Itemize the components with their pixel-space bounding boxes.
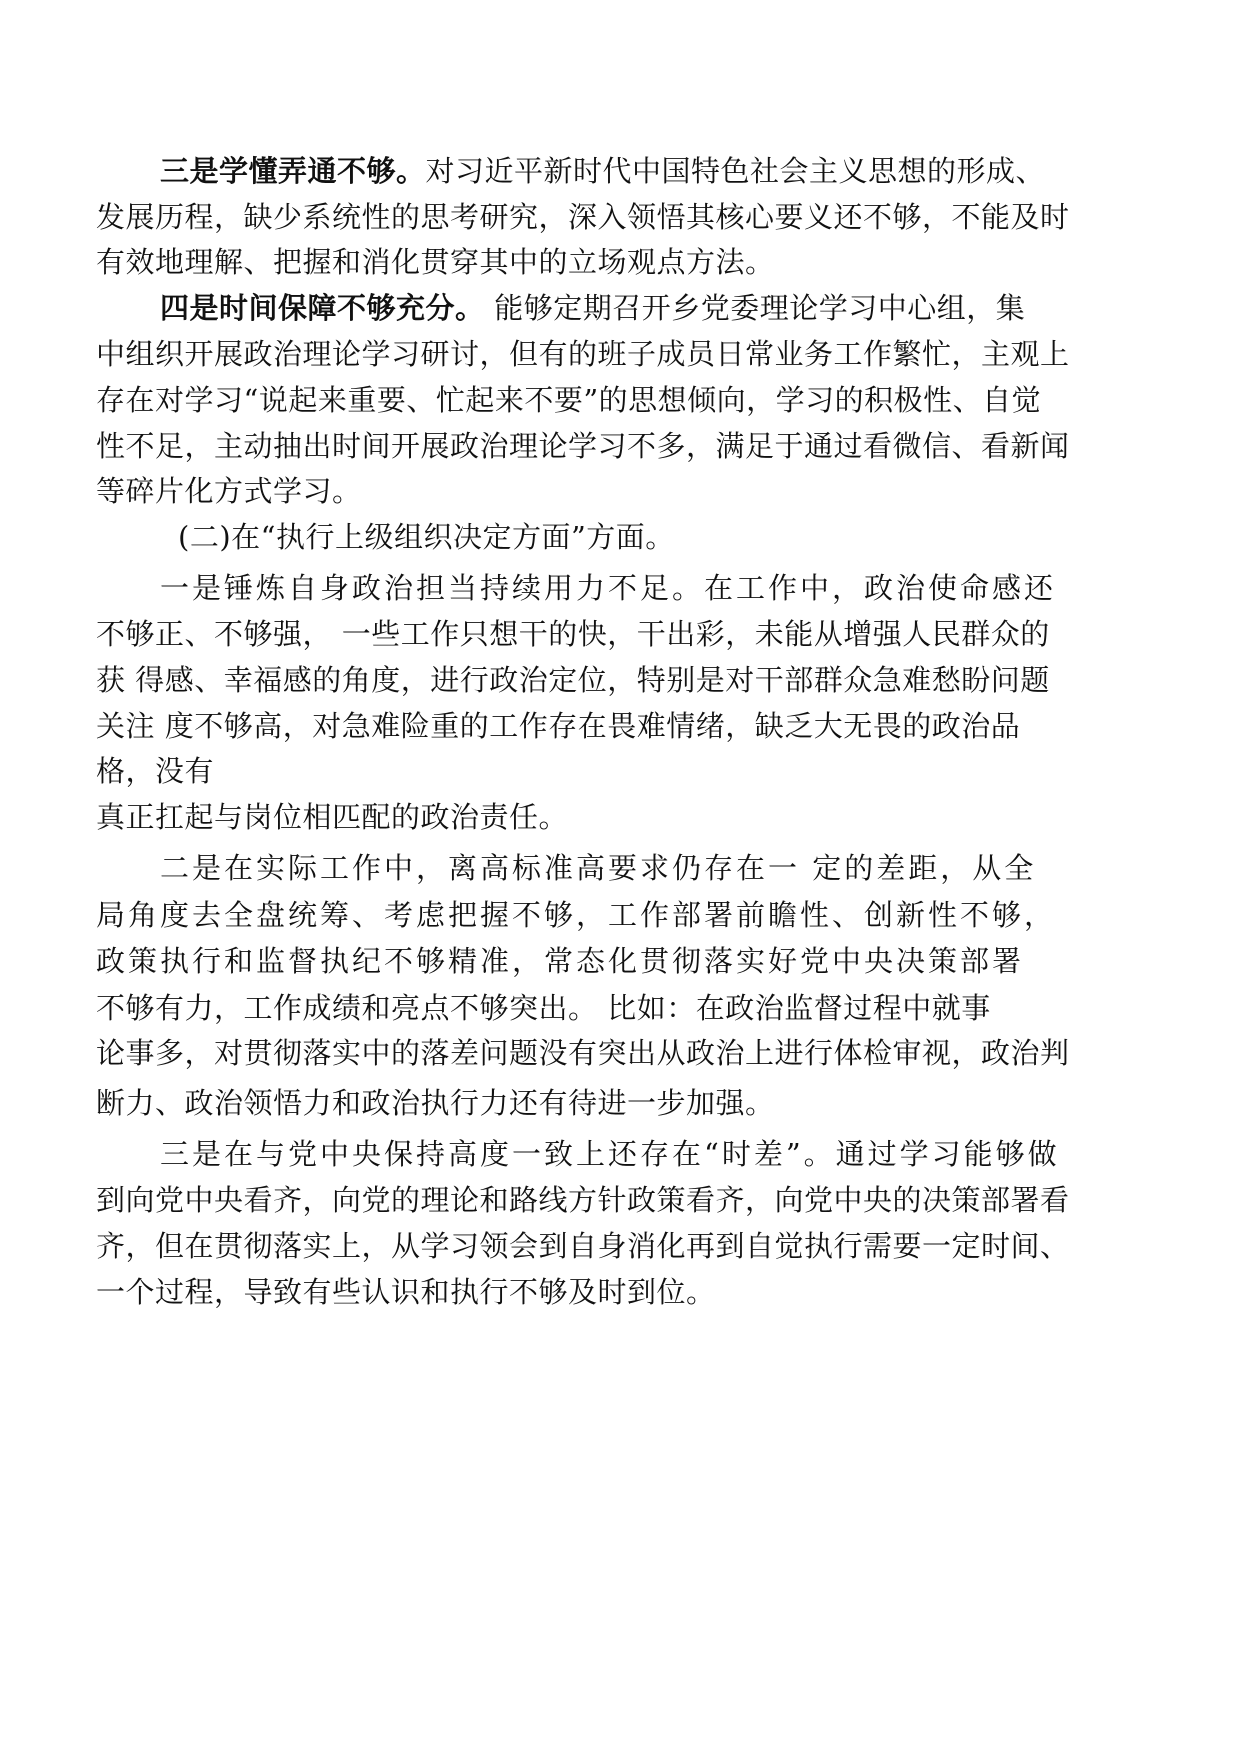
point-three-line-4 [96, 1274, 716, 1310]
text: 断力、政治领悟力和政治执行力还有待进一步加强。 [96, 1086, 775, 1120]
point-two-line-6 [96, 1085, 775, 1121]
text: 齐，但在贯彻落实上，从学习领会到自身消化再到自觉执行需要一定时间、 [96, 1229, 1070, 1263]
text: 一是锤炼自身政治担当持续用力不足。在工作中，政治使命感还 [160, 571, 1057, 605]
text: 格，没有 [96, 754, 215, 788]
point-two-line-1 [160, 850, 1036, 886]
text: 局角度去全盘统筹、考虑把握不够，工作部署前瞻性、创新性不够， [96, 898, 1057, 932]
point-two-line-3 [96, 943, 1024, 979]
point-two-line-4 [96, 990, 991, 1026]
paragraph-three-line-1 [160, 153, 1045, 189]
text: 发展历程，缺少系统性的思考研究，深入领悟其核心要义还不够，不能及时 [96, 200, 1070, 234]
text: 关注 度不够高，对急难险重的工作存在畏难情绪，缺乏大无畏的政治品 [96, 709, 1021, 743]
point-one-line-1 [160, 570, 1056, 606]
heading-four: 四是时间保障不够充分。 [160, 291, 485, 325]
paragraph-four-line-5 [96, 473, 362, 509]
text: 对习近平新时代中国特色社会主义思想的形成、 [425, 154, 1046, 188]
paragraph-three-line-3 [96, 244, 775, 280]
paragraph-four-line-2 [96, 336, 1070, 372]
paragraph-four-line-1 [160, 290, 1025, 326]
section-heading-two [178, 519, 675, 555]
paragraph-three-line-2 [96, 199, 1070, 235]
text: 有效地理解、把握和消化贯穿其中的立场观点方法。 [96, 245, 775, 279]
text: 性不足，主动抽出时间开展政治理论学习不多，满足于通过看微信、看新闻 [96, 429, 1070, 463]
text: 获 得感、幸福感的角度，进行政治定位，特别是对干部群众急难愁盼问题 [96, 663, 1050, 697]
point-three-line-3 [96, 1228, 1070, 1264]
point-one-line-4 [96, 708, 1020, 744]
text: 政策执行和监督执纪不够精准，常态化贯彻落实好党中央决策部署 [96, 944, 1025, 978]
text: 不够正、不够强， 一些工作只想干的快，干出彩，未能从增强人民群众的 [96, 617, 1050, 651]
point-two-line-2 [96, 897, 1056, 933]
text: 能够定期召开乡党委理论学习中心组，集 [484, 291, 1026, 325]
text: 到向党中央看齐，向党的理论和路线方针政策看齐，向党中央的决策部署看 [96, 1183, 1070, 1217]
text: 论事多，对贯彻落实中的落差问题没有突出从政治上进行体检审视，政治判 [96, 1036, 1070, 1070]
text: 不够有力，工作成绩和亮点不够突出。 比如：在政治监督过程中就事 [96, 991, 991, 1025]
heading-three: 三是学懂弄通不够。 [160, 154, 426, 188]
text: 一个过程，导致有些认识和执行不够及时到位。 [96, 1275, 716, 1309]
text: 中组织开展政治理论学习研讨，但有的班子成员日常业务工作繁忙，主观上 [96, 337, 1070, 371]
text: (二)在“执行上级组织决定方面”方面。 [178, 520, 675, 554]
paragraph-four-line-4 [96, 428, 1070, 464]
point-one-line-3 [96, 662, 1050, 698]
point-three-line-2 [96, 1182, 1070, 1218]
text: 二是在实际工作中，离高标准高要求仍存在一 定的差距，从全 [160, 851, 1037, 885]
paragraph-four-line-3 [96, 382, 1041, 418]
point-one-line-5 [96, 753, 214, 789]
point-one-line-6 [96, 799, 568, 835]
point-one-line-2 [96, 616, 1050, 652]
text: 存在对学习“说起来重要、忙起来不要”的思想倾向，学习的积极性、自觉 [96, 383, 1042, 417]
text: 三是在与党中央保持高度一致上还存在“时差”。通过学习能够做 [160, 1137, 1060, 1171]
text: 真正扛起与岗位相匹配的政治责任。 [96, 800, 569, 834]
text: 等碎片化方式学习。 [96, 474, 362, 508]
point-three-line-1 [160, 1136, 1060, 1172]
point-two-line-5 [96, 1035, 1070, 1071]
